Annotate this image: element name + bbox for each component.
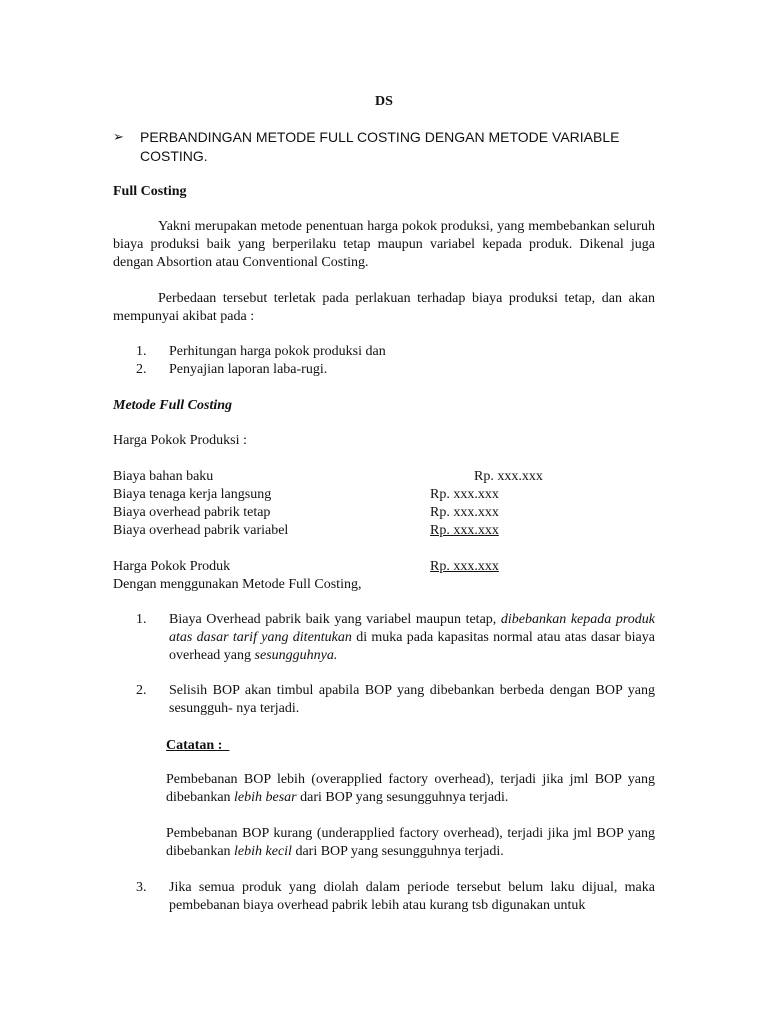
note-overapplied: Pembebanan BOP lebih (overapplied factory overhead), terjadi jika jml BOP yang dibebankan lebih besar dari BOP yang sesungguhnya terjadi. [166,772,655,805]
cost-row-amount: Rp. xxx.xxx [474,469,543,484]
list-number: 1. [136,344,147,359]
hp-produk-amount: Rp. xxx.xxx [430,559,499,574]
point-2-text: Selisih BOP akan timbul apabila BOP yang dibebankan berbeda dengan BOP yang sesungguh- nya terjadi. [169,683,655,716]
point-number: 3. [136,880,147,895]
cost-row-amount: Rp. xxx.xxx [430,505,499,520]
cost-row-label: Biaya bahan baku [113,469,214,484]
cost-row-label: Biaya tenaga kerja langsung [113,487,272,502]
list-item: Perhitungan harga pokok produksi dan [169,344,386,359]
full-costing-title: Full Costing [113,184,187,199]
cost-row-amount: Rp. xxx.xxx [430,523,499,538]
paragraph-difference: Perbedaan tersebut terletak pada perlakuan terhadap biaya produksi tetap, dan akan mempunyai akibat pada : [113,291,655,324]
point-number: 1. [136,612,147,627]
hp-produk-label: Harga Pokok Produk [113,559,231,574]
catatan-heading: Catatan : [166,738,230,753]
cost-row-label: Biaya overhead pabrik variabel [113,523,289,538]
point-number: 2. [136,683,147,698]
metode-title: Metode Full Costing [113,398,233,413]
list-number: 2. [136,362,147,377]
point-3-text: Jika semua produk yang diolah dalam periode tersebut belum laku dijual, maka pembebanan biaya overhead pabrik lebih atau kurang tsb digunakan untuk [169,880,655,913]
list-item: Penyajian laporan laba-rugi. [169,362,328,377]
note-underapplied: Pembebanan BOP kurang (underapplied factory overhead), terjadi jika jml BOP yang dibebankan lebih kecil dari BOP yang sesungguhnya terjadi. [166,826,655,859]
dengan-line: Dengan menggunakan Metode Full Costing, [113,577,362,592]
cost-row-label: Biaya overhead pabrik tetap [113,505,271,520]
page-heading: DS [375,94,393,109]
point-1-text: Biaya Overhead pabrik baik yang variabel maupun tetap, dibebankan kepada produk atas dasar tarif yang ditentukan di muka pada kapasitas normal atau atas dasar biaya overhead yang sesungguhnya. [169,612,656,663]
section-title: PERBANDINGAN METODE FULL COSTING DENGAN METODE VARIABLE COSTING. [140,129,620,164]
hpp-label: Harga Pokok Produksi : [113,433,247,448]
cost-row-amount: Rp. xxx.xxx [430,487,499,502]
arrow-bullet-icon: ➢ [113,129,124,144]
paragraph-definition: Yakni merupakan metode penentuan harga pokok produksi, yang membebankan seluruh biaya produksi baik yang berperilaku tetap maupun variabel kepada produk. Dikenal juga dengan Absortion atau Conventional Costing. [113,219,655,270]
